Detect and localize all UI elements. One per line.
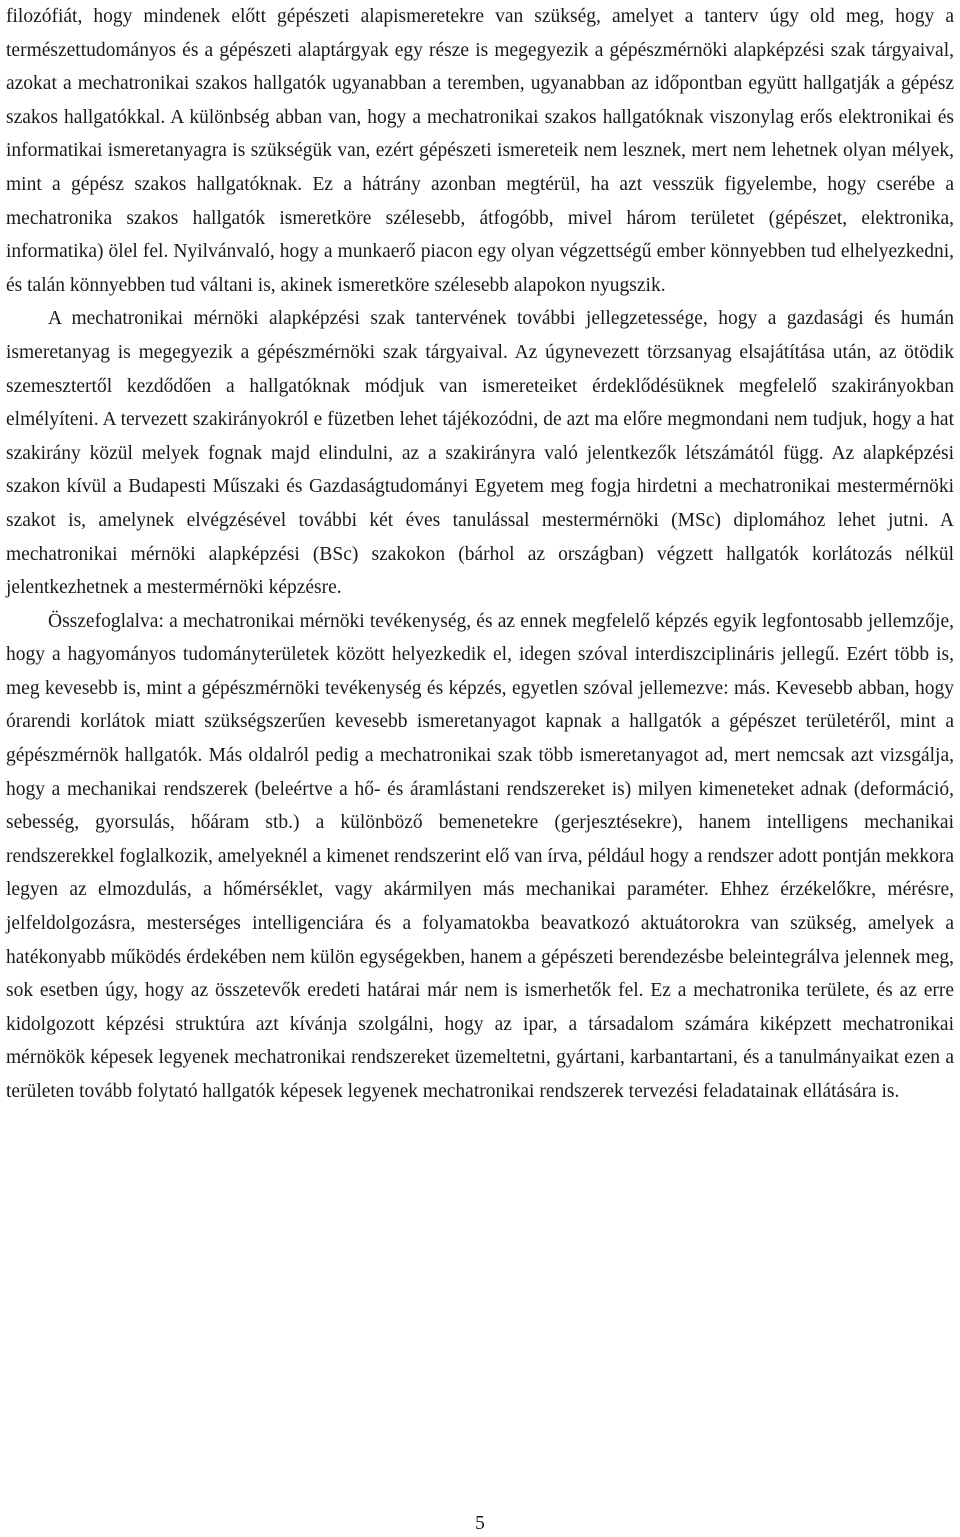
page-number: 5 — [475, 1513, 485, 1534]
paragraph-curriculum: A mechatronikai mérnöki alapképzési szak tantervének további jellegzetessége, hogy a gazdasági és humán ismeretanyag is megegyezik a gépészmérnöki szak tárgyaival. Az úgynevezett törzsanyag elsajátítása után, az ötödik szemesztertől kezdődően a hallgatóknak módjuk van ismereteiket érdeklődésüknek megfelelő szakirányokban elmélyíteni. A tervezett szakirányokról e füzetben lehet tájékozódni, de azt ma előre megmondani nem tudjuk, hogy a hat szakirány közül melyek fognak majd elindulni, az a szakirányra való jelentkezők létszámától függ. Az alapképzési szakon kívül a Budapesti Műszaki és Gazdaságtudományi Egyetem meg fogja hirdetni a mechatronikai mestermérnöki szakot is, amelynek elvégzésével további két éves tanulással mestermérnöki (MSc) diplomához lehet jutni. A mechatronikai mérnöki alapképzési (BSc) szakokon (bárhol az országban) végzett hallgatók korlátozás nélkül jelentkezhetnek a mestermérnöki képzésre. — [6, 308, 954, 599]
document-body — [6, 0, 954, 1109]
paragraph-summary: Összefoglalva: a mechatronikai mérnöki tevékenység, és az ennek megfelelő képzés egyik legfontosabb jellemzője, hogy a hagyományos tudományterületek között helyezkedik el, idegen szóval interdiszciplináris jellegű. Ezért több is, meg kevesebb is, mint a gépészmérnöki tevékenység és képzés, egyetlen szóval jellemezve: más. Kevesebb abban, hogy órarendi korlátok miatt szükségszerűen kevesebb ismeretanyagot kapnak a hallgatók a gépészet területéről, mint a gépészmérnök hallgatók. Más oldalról pedig a mechatronikai szak több ismeretanyagot ad, mert nemcsak azt vizsgálja, hogy a mechanikai rendszerek (beleértve a hő- és áramlástani rendszereket is) milyen kimeneteket adnak (deformáció, sebesség, gyorsulás, hőáram stb.) a különböző bemenetekre (gerjesztésekre), hanem intelligens mechanikai rendszerekkel foglalkozik, amelyeknél a kimenet rendszerint elő van írva, például hogy a rendszer adott pontján mekkora legyen az elmozdulás, a hőmérséklet, vagy akármilyen más mechanikai paraméter. Ehhez érzékelőkre, mérésre, jelfeldolgozásra, mesterséges intelligenciára és a folyamatokba beavatkozó aktuátorokra van szükség, amelyek a hatékonyabb működés érdekében nem külön egységekben, hanem a gépészeti berendezésbe beleintegrálva jelennek meg, sok esetben úgy, hogy az összetevők eredeti határai már nem is ismerhetők fel. Ez a mechatronika területe, és az erre kidolgozott képzési struktúra azt kívánja szolgálni, hogy az ipar, a társadalom számára kiképzett mechatronikai mérnökök képesek legyenek mechatronikai rendszereket üzemeltetni, gyártani, karbantartani, és a tanulmányaikat ezen a területen tovább folytató hallgatók képesek legyenek mechatronikai rendszerek tervezési feladatainak ellátására is. — [6, 610, 954, 1102]
paragraph-continuation: filozófiát, hogy mindenek előtt gépészeti alapismeretekre van szükség, amelyet a tanterv úgy old meg, hogy a természettudományos és a gépészeti alaptárgyak egy része is megegyezik a gépészmérnöki alapképzési szak tárgyaival, azokat a mechatronikai szakos hallgatók ugyanabban a teremben, ugyanabban az időpontban együtt hallgatják a gépész szakos hallgatókkal. A különbség abban van, hogy a mechatronikai szakos hallgatóknak viszonylag erős elektronikai és informatikai ismeretanyagra is szükségük van, ezért gépészeti ismereteik nem lesznek, mert nem lehetnek olyan mélyek, mint a gépész szakos hallgatóknak. Ez a hátrány azonban megtérül, ha azt vesszük figyelembe, hogy cserébe a mechatronika szakos hallgatók ismeretköre szélesebb, átfogóbb, mivel három területet (gépészet, elektronika, informatika) ölel fel. Nyilvánvaló, hogy a munkaerő piacon egy olyan végzettségű ember könnyebben tud elhelyezkedni, és talán könnyebben tud váltani is, akinek ismeretköre szélesebb alapokon nyugszik. — [6, 6, 954, 296]
